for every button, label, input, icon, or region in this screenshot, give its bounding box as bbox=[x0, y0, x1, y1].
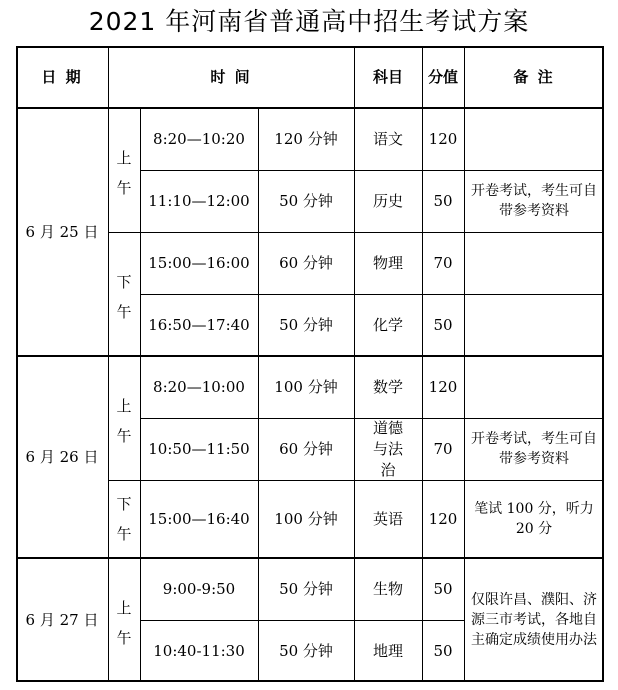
score: 120 bbox=[428, 509, 458, 528]
time-range: 11:10—12:00 bbox=[148, 191, 250, 210]
time-range: 10:50—11:50 bbox=[148, 439, 250, 458]
row-divider bbox=[16, 107, 604, 109]
subject: 物理 bbox=[372, 253, 403, 272]
subject: 化学 bbox=[372, 315, 403, 334]
duration: 60 分钟 bbox=[279, 253, 333, 272]
score: 50 bbox=[433, 579, 453, 598]
period-am bbox=[108, 558, 140, 682]
exam-schedule-table bbox=[16, 46, 604, 682]
date-cell: 6 月 26 日 bbox=[25, 447, 99, 466]
table-border bbox=[602, 46, 604, 682]
col-divider bbox=[140, 108, 141, 682]
period-char: 午 bbox=[116, 303, 132, 321]
score: 120 bbox=[428, 377, 458, 396]
period-char: 上 bbox=[116, 149, 132, 167]
col-divider bbox=[464, 46, 465, 682]
remark: 仅限许昌、濮阳、济源三市考试，各地自主确定成绩使用办法 bbox=[471, 592, 597, 648]
col-divider bbox=[422, 46, 423, 682]
page-title: 2021 年河南省普通高中招生考试方案 bbox=[88, 7, 530, 36]
duration: 50 分钟 bbox=[279, 315, 333, 334]
table-border bbox=[16, 46, 604, 48]
duration: 60 分钟 bbox=[279, 439, 333, 458]
row-divider bbox=[140, 170, 604, 171]
time-range: 10:40-11:30 bbox=[153, 641, 245, 660]
period-char: 午 bbox=[116, 525, 132, 543]
period-pm bbox=[108, 480, 140, 558]
row-divider bbox=[16, 557, 604, 559]
col-divider bbox=[258, 108, 259, 682]
date-cell: 6 月 25 日 bbox=[25, 222, 99, 241]
date-cell: 6 月 27 日 bbox=[25, 610, 99, 629]
subject: 数学 bbox=[372, 377, 403, 396]
remark: 笔试 100 分，听力 20 分 bbox=[474, 501, 594, 537]
time-range: 15:00—16:40 bbox=[148, 509, 250, 528]
period-char: 午 bbox=[116, 427, 132, 445]
row-divider bbox=[140, 294, 604, 295]
header-subject: 科目 bbox=[372, 67, 403, 86]
score: 50 bbox=[433, 315, 453, 334]
subject: 历史 bbox=[372, 191, 403, 210]
period-char: 午 bbox=[116, 629, 132, 647]
score: 70 bbox=[433, 253, 453, 272]
period-char: 下 bbox=[116, 495, 132, 513]
period-char: 午 bbox=[116, 179, 132, 197]
time-range: 8:20—10:00 bbox=[153, 377, 245, 396]
table-border bbox=[16, 680, 604, 682]
col-divider bbox=[108, 46, 109, 682]
table-border bbox=[16, 46, 18, 682]
score: 70 bbox=[433, 439, 453, 458]
time-range: 9:00-9:50 bbox=[162, 579, 236, 598]
header-date: 日 期 bbox=[41, 67, 83, 86]
duration: 50 分钟 bbox=[279, 579, 333, 598]
period-am bbox=[108, 108, 140, 232]
score: 50 bbox=[433, 191, 453, 210]
row-divider bbox=[108, 480, 604, 481]
row-divider bbox=[140, 418, 604, 419]
period-pm bbox=[108, 232, 140, 356]
header-score: 分值 bbox=[427, 67, 458, 86]
subject: 生物 bbox=[372, 579, 403, 598]
score: 50 bbox=[433, 641, 453, 660]
remark: 开卷考试，考生可自带参考资料 bbox=[471, 431, 597, 467]
period-am bbox=[108, 356, 140, 480]
header-time: 时 间 bbox=[210, 67, 252, 86]
duration: 100 分钟 bbox=[274, 377, 338, 396]
row-divider bbox=[108, 232, 604, 233]
period-char: 上 bbox=[116, 397, 132, 415]
score: 120 bbox=[428, 129, 458, 148]
time-range: 15:00—16:00 bbox=[148, 253, 250, 272]
row-divider bbox=[140, 620, 464, 621]
duration: 120 分钟 bbox=[274, 129, 338, 148]
subject: 道德与法治 bbox=[372, 418, 403, 479]
col-divider bbox=[354, 46, 355, 682]
remark: 开卷考试，考生可自带参考资料 bbox=[471, 183, 597, 219]
subject: 语文 bbox=[372, 129, 403, 148]
time-range: 16:50—17:40 bbox=[148, 315, 250, 334]
time-range: 8:20—10:20 bbox=[153, 129, 245, 148]
header-remark: 备 注 bbox=[513, 67, 555, 86]
row-divider bbox=[16, 355, 604, 357]
subject: 地理 bbox=[372, 641, 403, 660]
subject: 英语 bbox=[372, 509, 403, 528]
period-char: 上 bbox=[116, 599, 132, 617]
period-char: 下 bbox=[116, 273, 132, 291]
duration: 50 分钟 bbox=[279, 191, 333, 210]
duration: 50 分钟 bbox=[279, 641, 333, 660]
duration: 100 分钟 bbox=[274, 509, 338, 528]
